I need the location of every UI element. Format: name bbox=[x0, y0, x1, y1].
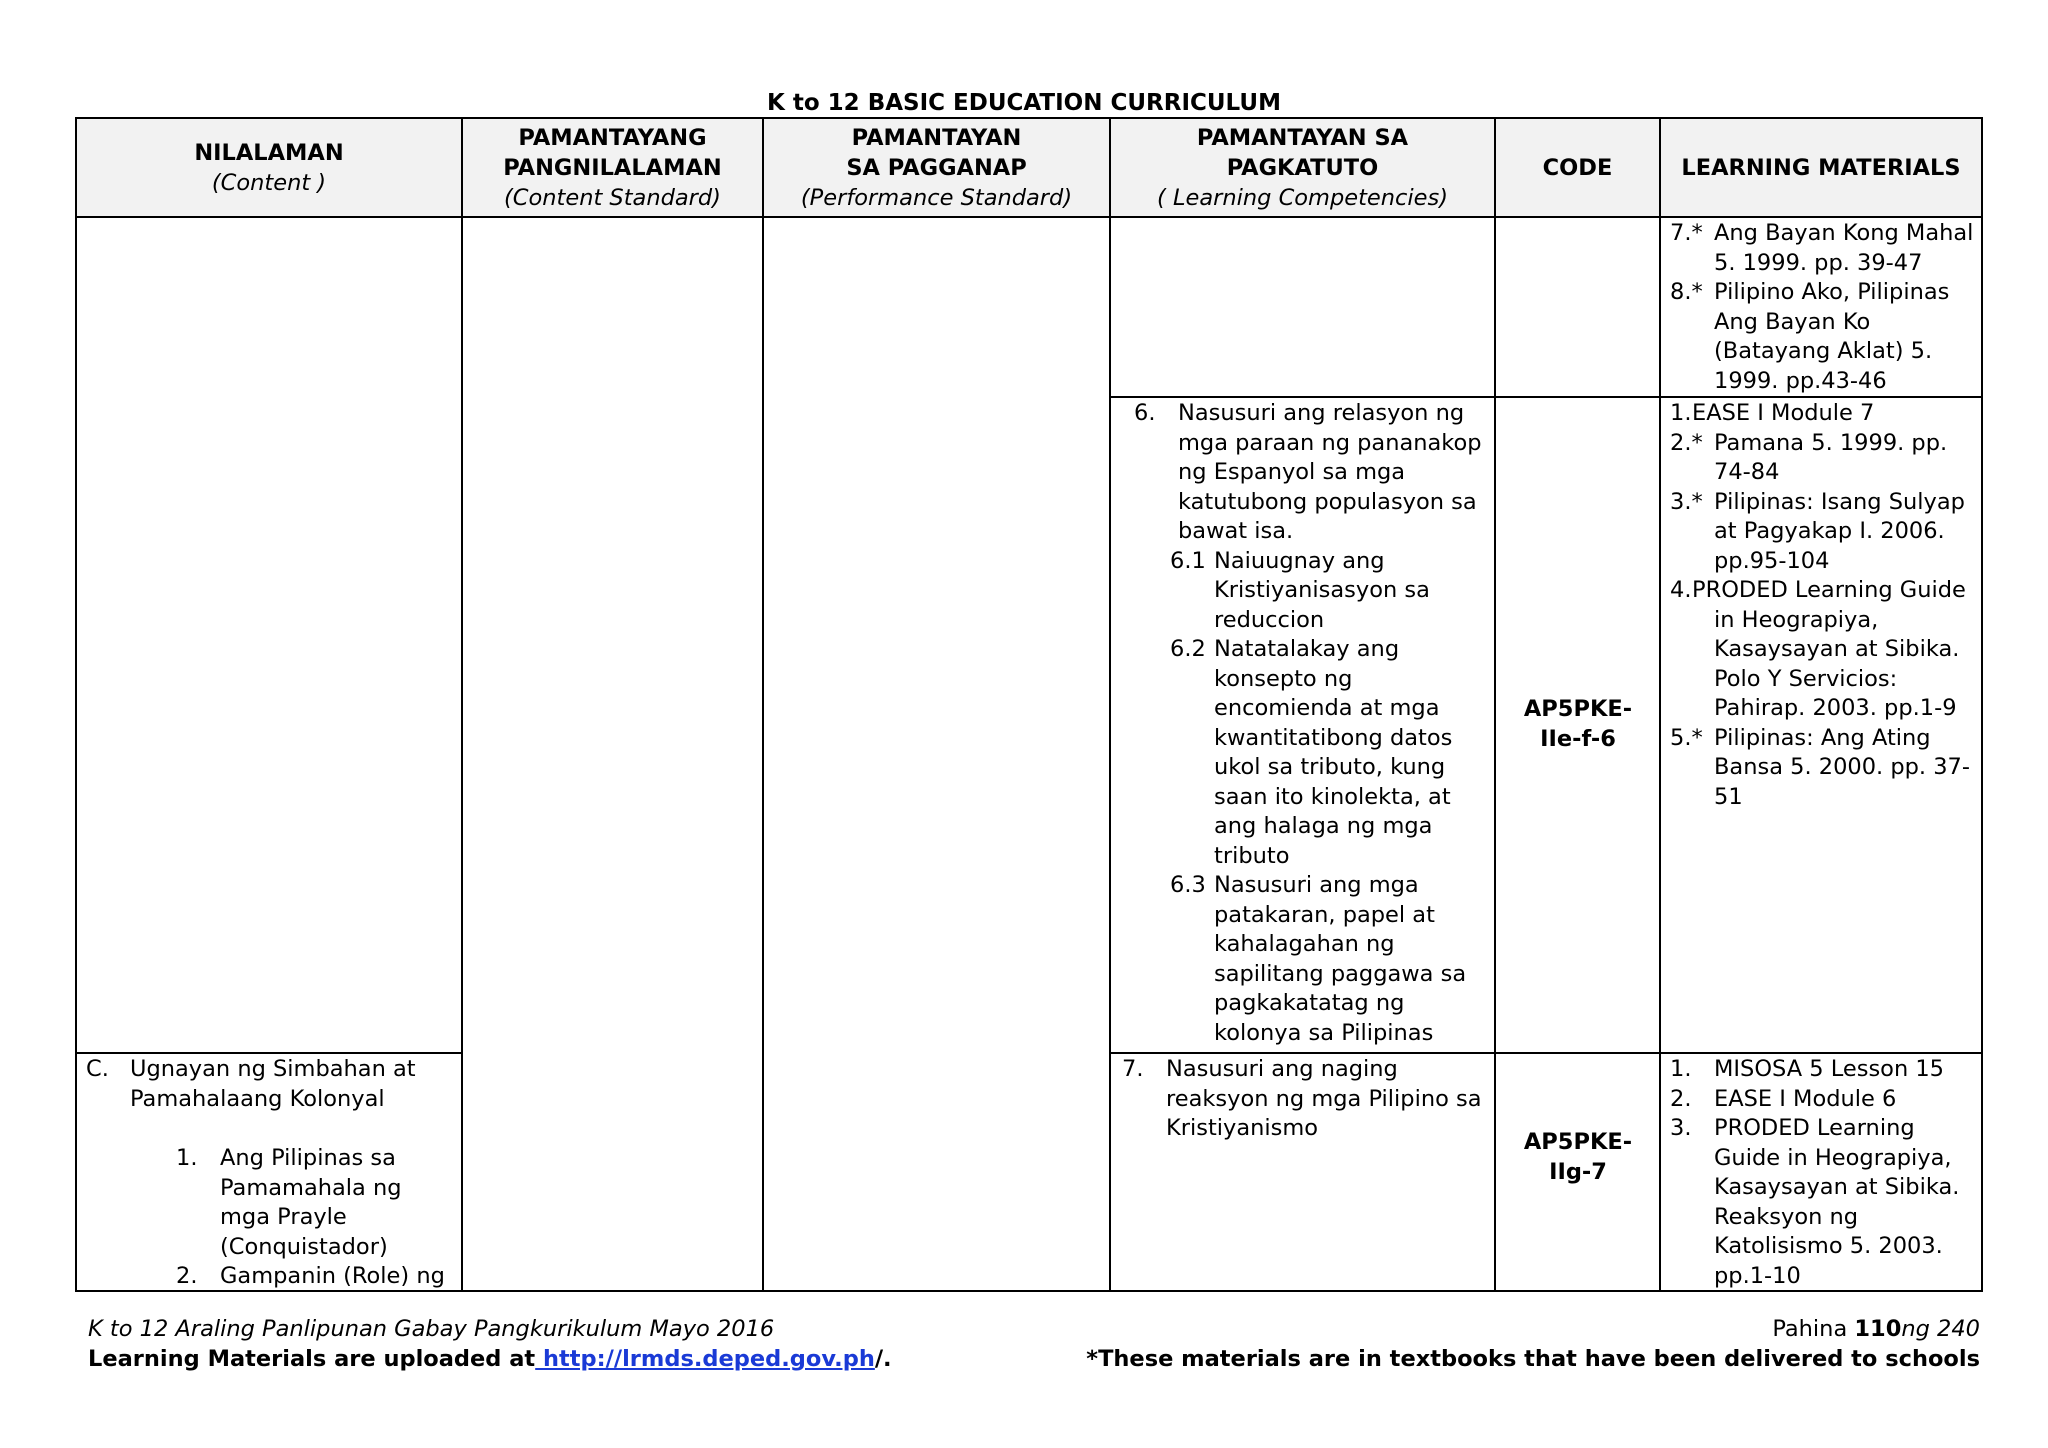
list-line: sapilitang paggawa sa bbox=[1214, 960, 1467, 987]
competency-item bbox=[1122, 1055, 1490, 1144]
header-performance-standard-line1: PAMANTAYAN bbox=[851, 125, 1022, 151]
list-line: Pamana 5. 1999. pp. bbox=[1714, 429, 1948, 456]
list-line: Katolisismo 5. 2003. bbox=[1714, 1233, 1943, 1259]
list-line: reduccion bbox=[1214, 606, 1325, 633]
row2-competency-cell bbox=[1134, 399, 1490, 1048]
header-competencies-line2: PAGKATUTO bbox=[1226, 155, 1379, 181]
header-competencies-line1: PAMANTAYAN SA bbox=[1196, 125, 1409, 151]
header-competencies-sub: ( Learning Competencies) bbox=[1157, 185, 1448, 211]
list-number: 7.* bbox=[1670, 220, 1703, 246]
list-line: pp.95-104 bbox=[1714, 547, 1830, 574]
content-subitem bbox=[176, 1144, 458, 1262]
list-line: mga paraan ng pananakop bbox=[1178, 429, 1482, 456]
list-line: Ang Bayan Ko bbox=[1714, 308, 1871, 335]
list-number: 2. bbox=[176, 1263, 198, 1289]
list-line: Polo Y Servicios: bbox=[1714, 665, 1898, 692]
list-line: Gampanin (Role) ng bbox=[220, 1263, 445, 1289]
list-line: bawat isa. bbox=[1178, 518, 1294, 544]
list-line: saan ito kinolekta, at bbox=[1214, 783, 1451, 810]
list-line: Pilipinas: Isang Sulyap bbox=[1714, 488, 1965, 515]
footer-textbook-note: *These materials are in textbooks that have been delivered to schools bbox=[1086, 1346, 1980, 1372]
content-subitem bbox=[176, 1262, 458, 1289]
list-line: Kasaysayan at Sibika. bbox=[1714, 1174, 1960, 1200]
list-item bbox=[1670, 724, 1976, 813]
header-performance-standard-line2: SA PAGGANAP bbox=[846, 155, 1027, 181]
footer-upload-suffix: /. bbox=[874, 1346, 892, 1372]
list-number: C. bbox=[86, 1056, 109, 1082]
list-number: 6. bbox=[1134, 400, 1156, 426]
header-content-standard-line2: PANGNILALAMAN bbox=[503, 155, 722, 181]
list-number: 7. bbox=[1122, 1056, 1144, 1082]
list-line: (Batayang Aklat) 5. bbox=[1714, 338, 1933, 364]
document-title: K to 12 BASIC EDUCATION CURRICULUM bbox=[767, 90, 1281, 116]
list-line: (Conquistador) bbox=[220, 1233, 388, 1260]
lrmds-link[interactable]: http://lrmds.deped.gov.ph bbox=[535, 1346, 875, 1372]
list-line: Ang Bayan Kong Mahal bbox=[1714, 220, 1974, 246]
header-code-main: CODE bbox=[1542, 155, 1613, 181]
list-line: Pamamahala ng bbox=[220, 1174, 402, 1201]
list-line: Bansa 5. 2000. pp. 37- bbox=[1714, 754, 1970, 780]
header-content-sub: (Content ) bbox=[211, 170, 327, 196]
list-item bbox=[1670, 1114, 1976, 1291]
list-line: Naiuugnay ang bbox=[1214, 547, 1385, 574]
header-materials-main: LEARNING MATERIALS bbox=[1681, 155, 1961, 181]
list-line: Pamahalaang Kolonyal bbox=[130, 1085, 385, 1112]
row3-materials-cell bbox=[1670, 1055, 1976, 1291]
row2-code bbox=[1495, 694, 1661, 754]
list-number: 3.* bbox=[1670, 488, 1703, 515]
code-line: AP5PKE- bbox=[1523, 696, 1633, 722]
competency-item bbox=[1134, 399, 1490, 547]
list-line: MISOSA 5 Lesson 15 bbox=[1714, 1056, 1944, 1082]
list-line: at Pagyakap I. 2006. bbox=[1714, 518, 1945, 544]
list-number: 6.2 bbox=[1170, 636, 1206, 662]
row1-materials-cell bbox=[1670, 219, 1976, 396]
code-line: AP5PKE- bbox=[1523, 1129, 1633, 1155]
list-line: Nasusuri ang naging bbox=[1166, 1056, 1398, 1082]
list-line: Kristiyanisasyon sa bbox=[1214, 577, 1430, 603]
list-number: 6.3 bbox=[1170, 872, 1206, 898]
row2-materials-cell bbox=[1670, 399, 1976, 812]
footer-upload-note bbox=[88, 1344, 892, 1374]
code-line: IIe-f-6 bbox=[1540, 726, 1616, 752]
list-number: 3. bbox=[1670, 1115, 1692, 1141]
list-line: Pilipino Ako, Pilipinas bbox=[1714, 279, 1950, 305]
list-item bbox=[1670, 1055, 1976, 1085]
header-performance-standard-sub: (Performance Standard) bbox=[800, 185, 1073, 211]
list-line: encomienda at mga bbox=[1214, 695, 1440, 721]
list-line: EASE I Module 6 bbox=[1714, 1085, 1897, 1112]
list-line: ang halaga ng mga bbox=[1214, 813, 1433, 839]
list-number: 1. bbox=[176, 1145, 198, 1171]
list-number: 5.* bbox=[1670, 724, 1703, 751]
row3-content-cell bbox=[86, 1055, 458, 1289]
page-current: 110 bbox=[1854, 1316, 1902, 1342]
list-item bbox=[1670, 488, 1976, 577]
content-item bbox=[86, 1055, 458, 1114]
list-item bbox=[1670, 576, 1976, 724]
list-line: mga Prayle bbox=[220, 1204, 347, 1230]
list-number: 4. bbox=[1670, 577, 1692, 603]
code-line: IIg-7 bbox=[1549, 1159, 1607, 1185]
list-item bbox=[1670, 429, 1976, 488]
list-line: ng Espanyol sa mga bbox=[1178, 459, 1406, 485]
list-item bbox=[1670, 399, 1976, 429]
page-number bbox=[1580, 1314, 1980, 1344]
list-line: Pilipinas: Ang Ating bbox=[1714, 724, 1931, 751]
list-number: 1. bbox=[1670, 400, 1692, 426]
list-number: 6.1 bbox=[1170, 547, 1206, 574]
list-line: 1999. pp.43-46 bbox=[1714, 367, 1887, 394]
list-item bbox=[1670, 1085, 1976, 1115]
footer-guide-title: K to 12 Araling Panlipunan Gabay Pangkurikulum Mayo 2016 bbox=[88, 1316, 775, 1342]
list-line: reaksyon ng mga Pilipino sa bbox=[1166, 1085, 1482, 1112]
list-line: in Heograpiya, bbox=[1714, 606, 1879, 633]
list-line: Pahirap. 2003. pp.1-9 bbox=[1714, 695, 1957, 721]
list-line: 51 bbox=[1714, 783, 1743, 810]
header-content-main: NILALAMAN bbox=[194, 140, 344, 166]
list-line: kahalagahan ng bbox=[1214, 931, 1395, 957]
list-line: ukol sa tributo, kung bbox=[1214, 754, 1446, 780]
list-line: Guide in Heograpiya, bbox=[1714, 1144, 1952, 1171]
list-line: kwantitatibong datos bbox=[1214, 724, 1453, 751]
list-number: 1. bbox=[1670, 1056, 1692, 1082]
header-competencies bbox=[1111, 123, 1494, 213]
page-prefix: Pahina bbox=[1772, 1316, 1855, 1342]
list-number: 2. bbox=[1670, 1085, 1692, 1112]
list-line: 5. 1999. pp. 39-47 bbox=[1714, 249, 1923, 276]
competency-subitem bbox=[1170, 547, 1490, 636]
list-line: Ang Pilipinas sa bbox=[220, 1145, 396, 1171]
footer-upload-prefix: Learning Materials are uploaded at bbox=[88, 1346, 536, 1372]
competency-subitem bbox=[1170, 635, 1490, 871]
list-number: 8.* bbox=[1670, 279, 1703, 305]
list-line: Kasaysayan at Sibika. bbox=[1714, 636, 1960, 662]
list-item bbox=[1670, 219, 1976, 278]
list-line: tributo bbox=[1214, 842, 1290, 869]
header-content-standard-sub: (Content Standard) bbox=[504, 185, 721, 211]
list-line: PRODED Learning Guide bbox=[1692, 577, 1966, 603]
row3-competency-cell bbox=[1122, 1055, 1490, 1144]
list-line: Nasusuri ang relasyon ng bbox=[1178, 400, 1465, 426]
list-line: kolonya sa Pilipinas bbox=[1214, 1019, 1434, 1046]
list-line: patakaran, papel at bbox=[1214, 901, 1435, 928]
list-line: Ugnayan ng Simbahan at bbox=[130, 1056, 416, 1082]
list-line: Natatalakay ang bbox=[1214, 636, 1400, 662]
header-performance-standard bbox=[764, 123, 1109, 213]
competency-subitem bbox=[1170, 871, 1490, 1048]
list-line: pp.1-10 bbox=[1714, 1262, 1801, 1289]
list-line: katutubong populasyon sa bbox=[1178, 488, 1477, 515]
list-number: 2.* bbox=[1670, 429, 1703, 456]
list-line: Kristiyanismo bbox=[1166, 1115, 1319, 1141]
header-content-standard bbox=[463, 123, 762, 213]
list-line: Reaksyon ng bbox=[1714, 1203, 1859, 1230]
row3-code bbox=[1495, 1127, 1661, 1187]
list-line: EASE I Module 7 bbox=[1692, 400, 1875, 426]
list-line: PRODED Learning bbox=[1714, 1115, 1915, 1141]
header-content bbox=[77, 138, 461, 198]
header-content-standard-line1: PAMANTAYANG bbox=[518, 125, 707, 151]
header-materials bbox=[1661, 153, 1981, 183]
list-line: 74-84 bbox=[1714, 459, 1780, 485]
list-line: Nasusuri ang mga bbox=[1214, 872, 1419, 898]
list-item bbox=[1670, 278, 1976, 396]
list-line: konsepto ng bbox=[1214, 665, 1353, 692]
list-line: pagkakatatag ng bbox=[1214, 990, 1405, 1016]
page-of: ng 240 bbox=[1901, 1316, 1980, 1342]
header-code bbox=[1496, 153, 1659, 183]
